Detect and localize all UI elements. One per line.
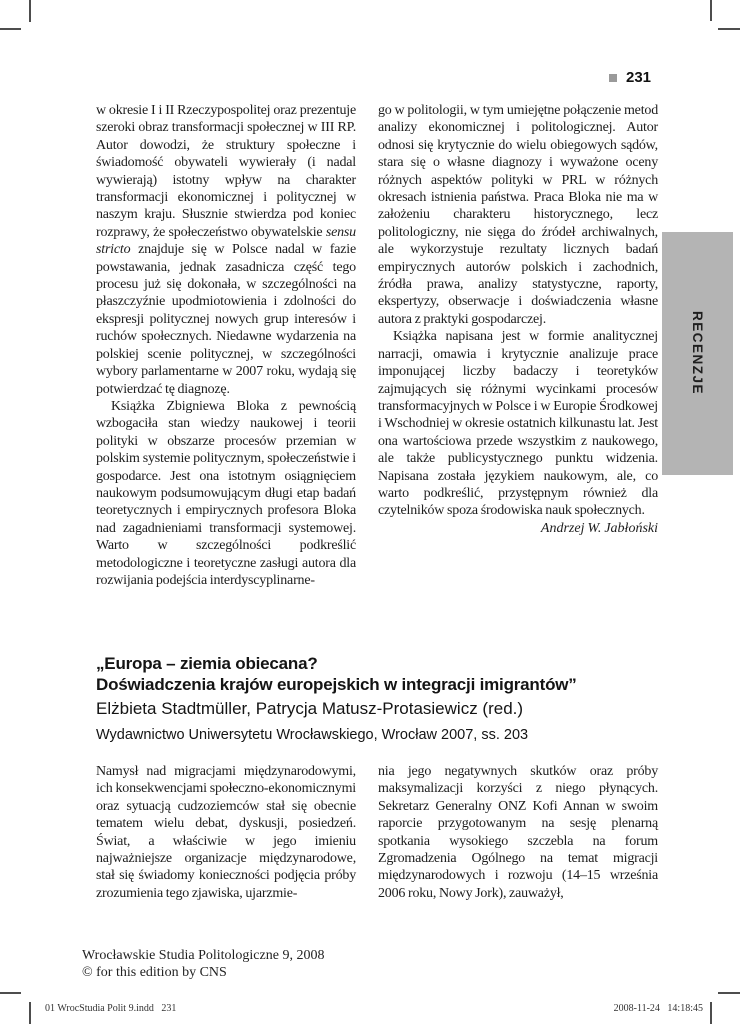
review-author-signature: Andrzej W. Jabłoński — [540, 520, 658, 536]
paragraph — [96, 398, 356, 589]
journal-name: Wrocławskie Studia Politologiczne 9, 2008 — [82, 948, 325, 963]
book-title-line1: „Europa – ziemia obiecana? — [96, 654, 318, 673]
book-heading — [96, 654, 668, 744]
page-number-row — [609, 69, 651, 86]
book-title-line2: Doświadczenia krajów europejskich w integracji imigrantów” — [96, 674, 577, 694]
text-run: Książka Zbigniewa Bloka z pewnością wzbogaciła stan wiedzy naukowej i teorii polityki w obszarze procesów przemian w polskim systemie politycznym, społeczeństwie i gospodarce. Jest ona istotnym osiągnięciem naukowym podsumowującym długi etap badań teoretycznych i empirycznych profesora Bloka nad zagadnieniami transformacji systemowej. Warto w szczególności podkreślić metodologiczne i teoretyczne zasługi autora dla rozwijania podejścia interdyscyplinarne- — [96, 398, 356, 588]
paragraph — [378, 102, 658, 328]
crop-mark — [29, 1002, 31, 1024]
crop-mark — [718, 992, 740, 994]
paragraph — [378, 763, 658, 902]
text-run: go w politologii, w tym umiejętne połączenie metod analizy ekonomicznej i politologicznej. Autor odnosi się krytycznie do wielu obiegowych sądów, stara się o własne diagnozy i wyważone oceny różnych aspektów polityki w PRL w różnych okresach istnienia państwa. Praca Bloka nie ma w założeniu charakteru historycznego, lecz politologiczny, nie sięga do źródeł archiwalnych, ale wykorzystuje rezultaty licznych badań empirycznych autorów polskich i zachodnich, źródła prawa, analizy statystyczne, raporty, ekspertyzy, obserwacje i doświadczenia własne autora z praktyki gospodarczej. — [378, 103, 658, 327]
book-title — [96, 654, 668, 695]
text-run: nia jego negatywnych skutków oraz próby maksymalizacji korzyści z niego płynących. Sekretarz Generalny ONZ Kofi Annan w swoim raporcie przygotowanym na sesję plenarną spotkania wysokiego szczebla na forum Zgromadzenia Ogólnego na temat migracji międzynarodowych i rozwoju (14–15 września 2006 roku, Nowy Jork), zauważył, — [378, 764, 658, 901]
review2-column-left — [96, 763, 356, 902]
section-tab-recenzje — [662, 232, 733, 475]
section-tab-label: RECENZJE — [690, 311, 705, 396]
paragraph — [96, 763, 356, 902]
crop-mark — [710, 1002, 712, 1024]
print-timestamp: 2008-11-24 14:18:45 — [613, 1003, 703, 1014]
crop-mark — [0, 28, 21, 30]
crop-mark — [710, 0, 712, 21]
text-run: Książka napisana jest w formie analitycznej narracji, omawia i krytycznie analizuje prace imponującej liczby badaczy i teoretyków zajmujących się różnymi wycinkami procesów transformacyjnych w Polsce i w Europie Środkowej i Wschodniej w okresie ostatnich kilkunastu lat. Jest ona wartościowa przede wszystkim z naukowego, ale także publicystycznego punktu widzenia. Napisana została językiem naukowym, ale, co warto podkreślić, przystępnym również dla czytelników spoza środowiska nauk społecznych. — [378, 329, 658, 519]
book-publisher: Wydawnictwo Uniwersytetu Wrocławskiego, Wrocław 2007, ss. 203 — [96, 727, 529, 743]
print-file-label: 01 WrocStudia Polit 9.indd 231 — [45, 1003, 177, 1014]
italic-text-run: sensu stricto — [96, 224, 356, 258]
book-editors: Elżbieta Stadtmüller, Patrycja Matusz-Protasiewicz (red.) — [96, 699, 524, 718]
paragraph — [378, 328, 658, 519]
crop-mark — [0, 992, 21, 994]
review1-column-right — [378, 102, 658, 537]
review2-column-right — [378, 763, 658, 902]
copyright-notice: © for this edition by CNS — [82, 965, 227, 980]
page-number-marker-icon — [609, 74, 617, 82]
crop-mark — [29, 0, 31, 22]
review1-column-left — [96, 102, 356, 589]
paragraph — [96, 102, 356, 398]
text-run: znajduje się w Polsce nadal w fazie powstawania, jednak zasadnicza część tego procesu już się dokonała, w szczególności na płaszczyźnie upodmiotowienia i zdolności do ekspresji politycznej nowych grup interesów i ruchów społecznych. Niedawne wydarzenia na polskiej scenie politycznej, w szczególności wybory parlamentarne w 2007 roku, wydają się potwierdzać tę diagnozę. — [96, 242, 356, 397]
page-number: 231 — [626, 69, 652, 86]
page-footer — [82, 947, 324, 981]
crop-mark — [718, 28, 740, 30]
text-run: Namysł nad migracjami międzynarodowymi, ich konsekwencjami społeczno-ekonomicznymi oraz sytuacją cudzoziemców stał się obecnie tematem wielu debat, dyskusji, posiedzeń. Świat, a właściwie w jego imieniu najważniejsze organizacje międzynarodowe, stał się świadomy konieczności podjęcia próby zrozumienia tego zjawiska, ujarzmie- — [96, 764, 356, 901]
text-run: w okresie I i II Rzeczypospolitej oraz prezentuje szeroki obraz transformacji społecznej w III RP. Autor dowodzi, że struktury społeczne i świadomość obywateli wywierały (i nadal wywierają) istotny wpływ na charakter transformacji ekonomicznej i politycznej w naszym kraju. Słusznie stwierdza pod koniec rozprawy, że społeczeństwo obywatelskie — [96, 103, 356, 240]
